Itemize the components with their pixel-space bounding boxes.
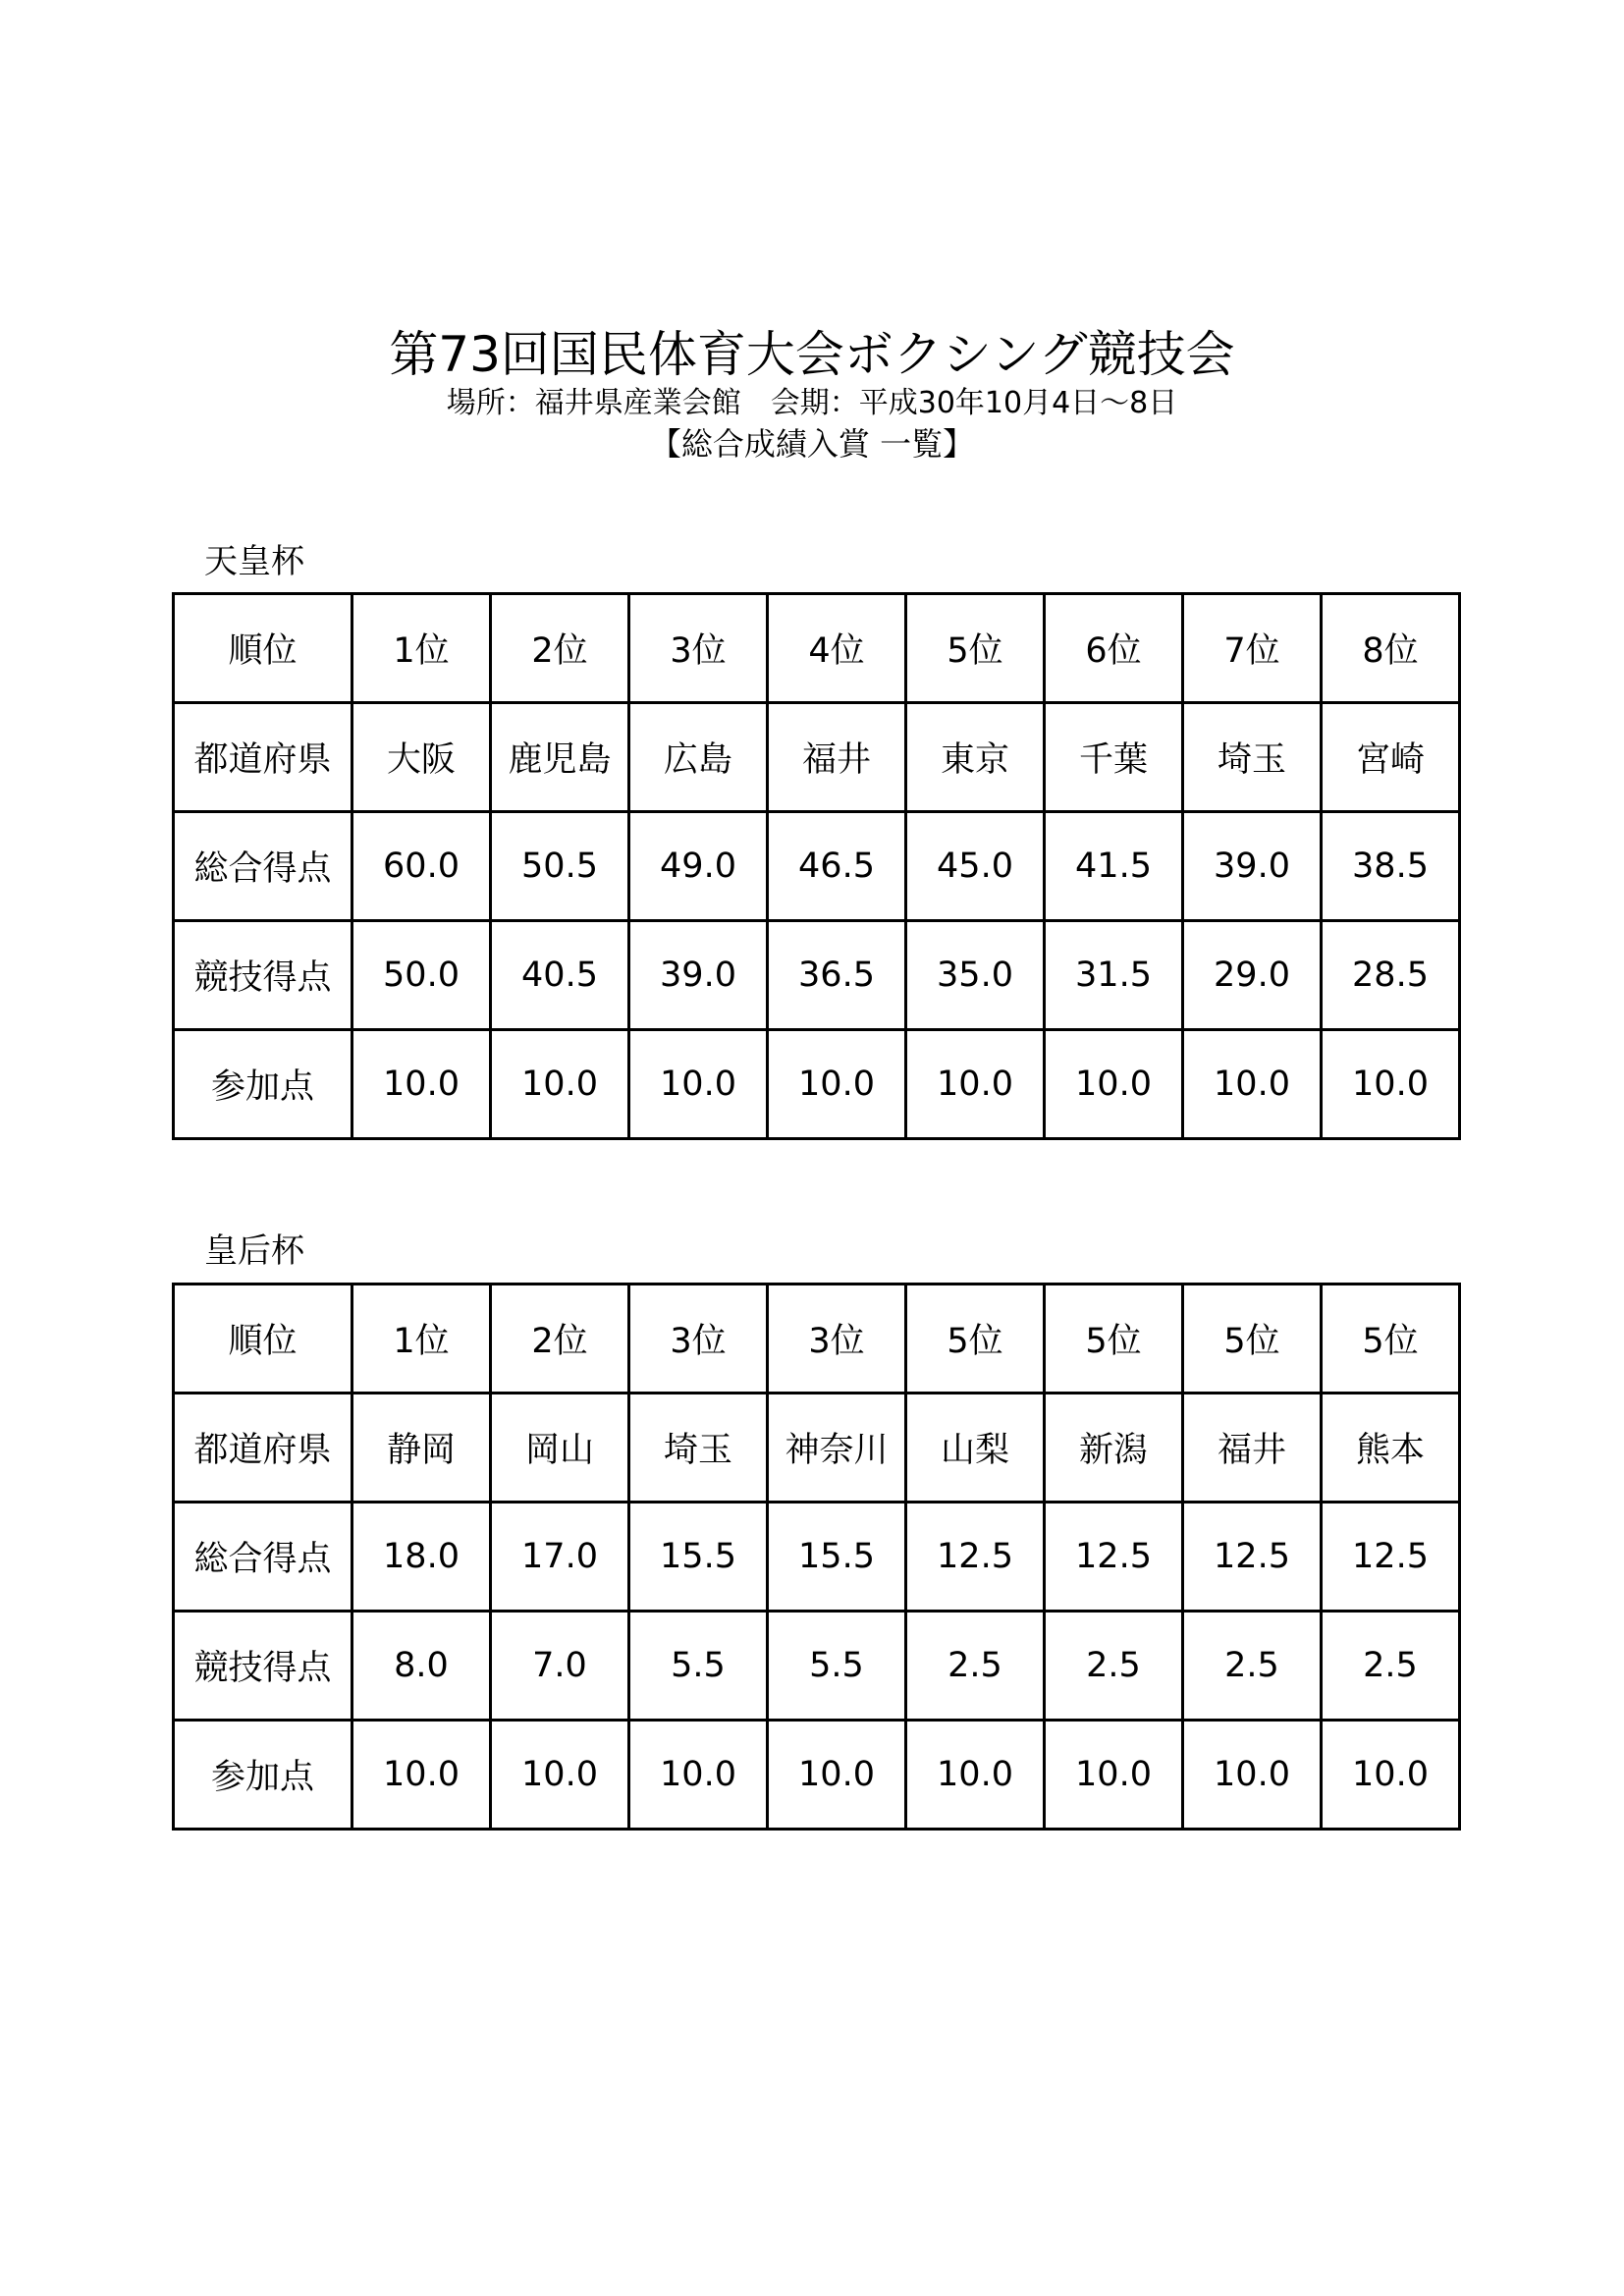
table-cell: 岡山 xyxy=(491,1394,629,1503)
emperor-cup-table xyxy=(172,592,1461,1140)
table-cell: 2位 xyxy=(491,1285,629,1394)
table-cell: 8.0 xyxy=(352,1612,491,1721)
table-cell: 静岡 xyxy=(352,1394,491,1503)
table-cell: 10.0 xyxy=(906,1721,1045,1830)
row-header-cell: 都道府県 xyxy=(174,1394,352,1503)
table-cell: 広島 xyxy=(629,703,768,812)
row-header-cell: 順位 xyxy=(174,594,352,703)
table-cell: 15.5 xyxy=(768,1503,906,1612)
table-cell: 7.0 xyxy=(491,1612,629,1721)
table-cell: 12.5 xyxy=(906,1503,1045,1612)
page-title: 第73回国民体育大会ボクシング競技会 xyxy=(389,326,1235,383)
table-cell: 10.0 xyxy=(1322,1721,1460,1830)
table-cell: 3位 xyxy=(629,594,768,703)
table-cell: 福井 xyxy=(1183,1394,1322,1503)
row-header-cell: 都道府県 xyxy=(174,703,352,812)
table-row xyxy=(174,1285,1460,1394)
table-cell: 新潟 xyxy=(1045,1394,1183,1503)
table-cell: 10.0 xyxy=(1183,1721,1322,1830)
row-header-cell: 参加点 xyxy=(174,1030,352,1139)
venue-and-dates: 場所：福井県産業会館 会期：平成30年10月4日～8日 xyxy=(446,386,1178,420)
table-cell: 2.5 xyxy=(1045,1612,1183,1721)
table-row xyxy=(174,1721,1460,1830)
table-cell: 5位 xyxy=(1045,1285,1183,1394)
table-cell: 5位 xyxy=(1183,1285,1322,1394)
table-cell: 5位 xyxy=(1322,1285,1460,1394)
row-header-cell: 順位 xyxy=(174,1285,352,1394)
table-cell: 1位 xyxy=(352,594,491,703)
table-cell: 12.5 xyxy=(1322,1503,1460,1612)
table-cell: 10.0 xyxy=(906,1030,1045,1139)
table-cell: 10.0 xyxy=(352,1721,491,1830)
table-cell: 4位 xyxy=(768,594,906,703)
row-header-cell: 総合得点 xyxy=(174,1503,352,1612)
table-cell: 10.0 xyxy=(629,1030,768,1139)
empress-cup-table xyxy=(172,1283,1461,1831)
table-cell: 45.0 xyxy=(906,812,1045,921)
table-row xyxy=(174,594,1460,703)
table-cell: 31.5 xyxy=(1045,921,1183,1030)
table-cell: 10.0 xyxy=(768,1721,906,1830)
table-cell: 36.5 xyxy=(768,921,906,1030)
row-header-cell: 競技得点 xyxy=(174,1612,352,1721)
table-cell: 18.0 xyxy=(352,1503,491,1612)
table-row xyxy=(174,1612,1460,1721)
table-cell: 10.0 xyxy=(1045,1721,1183,1830)
table-cell: 3位 xyxy=(768,1285,906,1394)
row-header-cell: 参加点 xyxy=(174,1721,352,1830)
table-cell: 60.0 xyxy=(352,812,491,921)
results-heading: 【総合成績入賞 一覧】 xyxy=(649,425,975,463)
table-cell: 41.5 xyxy=(1045,812,1183,921)
table-cell: 46.5 xyxy=(768,812,906,921)
table-cell: 12.5 xyxy=(1183,1503,1322,1612)
empress-cup-label: 皇后杯 xyxy=(204,1231,304,1271)
table-cell: 熊本 xyxy=(1322,1394,1460,1503)
document-header xyxy=(0,324,1624,465)
table-cell: 40.5 xyxy=(491,921,629,1030)
table-cell: 千葉 xyxy=(1045,703,1183,812)
table-cell: 3位 xyxy=(629,1285,768,1394)
table-cell: 15.5 xyxy=(629,1503,768,1612)
table-cell: 17.0 xyxy=(491,1503,629,1612)
table-cell: 49.0 xyxy=(629,812,768,921)
table-cell: 8位 xyxy=(1322,594,1460,703)
table-cell: 10.0 xyxy=(629,1721,768,1830)
table-cell: 50.5 xyxy=(491,812,629,921)
emperor-cup-label: 天皇杯 xyxy=(204,542,304,581)
row-header-cell: 総合得点 xyxy=(174,812,352,921)
table-cell: 鹿児島 xyxy=(491,703,629,812)
table-cell: 福井 xyxy=(768,703,906,812)
table-cell: 35.0 xyxy=(906,921,1045,1030)
table-cell: 29.0 xyxy=(1183,921,1322,1030)
table-cell: 38.5 xyxy=(1322,812,1460,921)
table-row xyxy=(174,812,1460,921)
table-cell: 6位 xyxy=(1045,594,1183,703)
table-cell: 宮崎 xyxy=(1322,703,1460,812)
table-cell: 39.0 xyxy=(1183,812,1322,921)
table-row xyxy=(174,921,1460,1030)
table-cell: 28.5 xyxy=(1322,921,1460,1030)
table-cell: 埼玉 xyxy=(629,1394,768,1503)
table-row xyxy=(174,1394,1460,1503)
table-cell: 2.5 xyxy=(906,1612,1045,1721)
table-cell: 大阪 xyxy=(352,703,491,812)
row-header-cell: 競技得点 xyxy=(174,921,352,1030)
table-row xyxy=(174,1030,1460,1139)
table-cell: 神奈川 xyxy=(768,1394,906,1503)
table-cell: 7位 xyxy=(1183,594,1322,703)
table-row xyxy=(174,1503,1460,1612)
table-cell: 2.5 xyxy=(1322,1612,1460,1721)
table-cell: 10.0 xyxy=(1183,1030,1322,1139)
table-cell: 山梨 xyxy=(906,1394,1045,1503)
table-cell: 5.5 xyxy=(629,1612,768,1721)
table-cell: 2.5 xyxy=(1183,1612,1322,1721)
table-cell: 10.0 xyxy=(768,1030,906,1139)
table-cell: 10.0 xyxy=(491,1721,629,1830)
table-cell: 39.0 xyxy=(629,921,768,1030)
table-cell: 50.0 xyxy=(352,921,491,1030)
table-cell: 10.0 xyxy=(1045,1030,1183,1139)
table-cell: 5位 xyxy=(906,1285,1045,1394)
table-row xyxy=(174,703,1460,812)
table-cell: 5.5 xyxy=(768,1612,906,1721)
table-cell: 東京 xyxy=(906,703,1045,812)
table-cell: 12.5 xyxy=(1045,1503,1183,1612)
table-cell: 10.0 xyxy=(491,1030,629,1139)
table-cell: 埼玉 xyxy=(1183,703,1322,812)
table-cell: 10.0 xyxy=(352,1030,491,1139)
table-cell: 2位 xyxy=(491,594,629,703)
table-cell: 5位 xyxy=(906,594,1045,703)
table-cell: 10.0 xyxy=(1322,1030,1460,1139)
table-cell: 1位 xyxy=(352,1285,491,1394)
